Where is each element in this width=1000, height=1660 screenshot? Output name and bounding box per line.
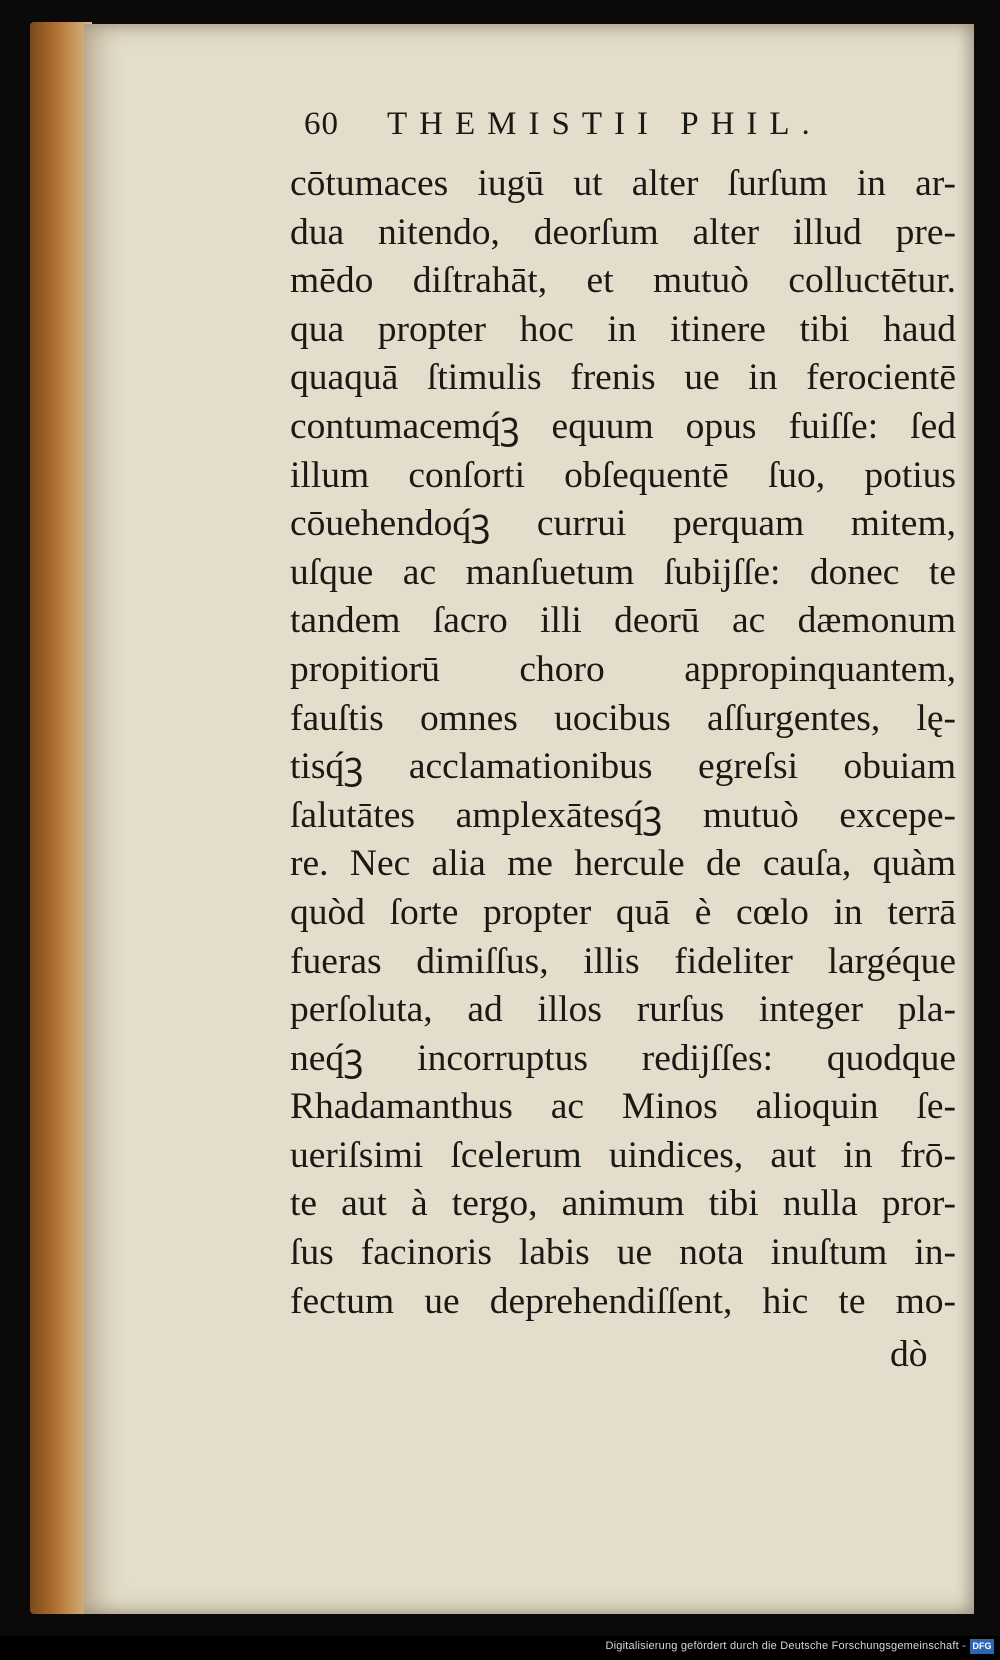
text-line: quòd ſorte propter quā è cœlo in terrā	[290, 891, 956, 933]
text-line: cōtumaces iugū ut alter ſurſum in ar-	[290, 163, 956, 204]
page-number: 60	[304, 106, 339, 142]
text-line: ſalutātes amplexātesq́ꝫ mutuò excepe-	[290, 794, 956, 836]
text-line: tandem ſacro illi deorū ac dæmonum	[290, 600, 956, 642]
text-line: quaquā ſtimulis frenis ue in ferocientē	[290, 357, 956, 399]
text-line: ſus facinoris labis ue nota inuſtum in-	[290, 1232, 956, 1274]
catchword: dò	[890, 1334, 928, 1375]
text-line: mēdo diſtrahāt, et mutuò colluctētur.	[290, 260, 956, 302]
text-line: uſque ac manſuetum ſubijſſe: donec te	[290, 551, 956, 593]
text-line: ueriſsimi ſcelerum uindices, aut in frō-	[290, 1134, 956, 1176]
running-head-title: THEMISTII PHIL.	[387, 106, 822, 142]
text-line: dua nitendo, deorſum alter illud pre-	[290, 211, 956, 253]
text-block	[290, 160, 956, 1326]
digitization-credit: Digitalisierung gefördert durch die Deutsche Forschungsgemeinschaft -	[605, 1640, 966, 1652]
text-line: contumacemq́ꝫ equum opus fuiſſe: ſed	[290, 405, 956, 447]
dfg-logo: DFG	[970, 1639, 994, 1654]
text-line: propitiorū choro appropinquantem,	[290, 648, 956, 690]
text-line: qua propter hoc in itinere tibi haud	[290, 308, 956, 350]
running-head	[304, 106, 884, 143]
text-line: te aut à tergo, animum tibi nulla pror-	[290, 1183, 956, 1225]
text-line: illum conſorti obſequentē ſuo, potius	[290, 454, 956, 496]
text-line: re. Nec alia me hercule de cauſa, quàm	[290, 843, 956, 885]
book-fore-edge	[30, 22, 92, 1614]
text-line: fauſtis omnes uocibus aſſurgentes, lę-	[290, 697, 956, 739]
text-line: tisq́ꝫ acclamationibus egreſsi obuiam	[290, 746, 956, 788]
text-line: neq́ꝫ incorruptus redijſſes: quodque	[290, 1037, 956, 1079]
text-line: fectum ue deprehendiſſent, hic te mo-	[290, 1280, 956, 1322]
text-line: perſoluta, ad illos rurſus integer pla-	[290, 989, 956, 1031]
text-line: cōuehendoq́ꝫ currui perquam mitem,	[290, 503, 956, 545]
text-line: fueras dimiſſus, illis fideliter largéque	[290, 940, 956, 982]
text-line: Rhadamanthus ac Minos alioquin ſe-	[290, 1086, 956, 1128]
